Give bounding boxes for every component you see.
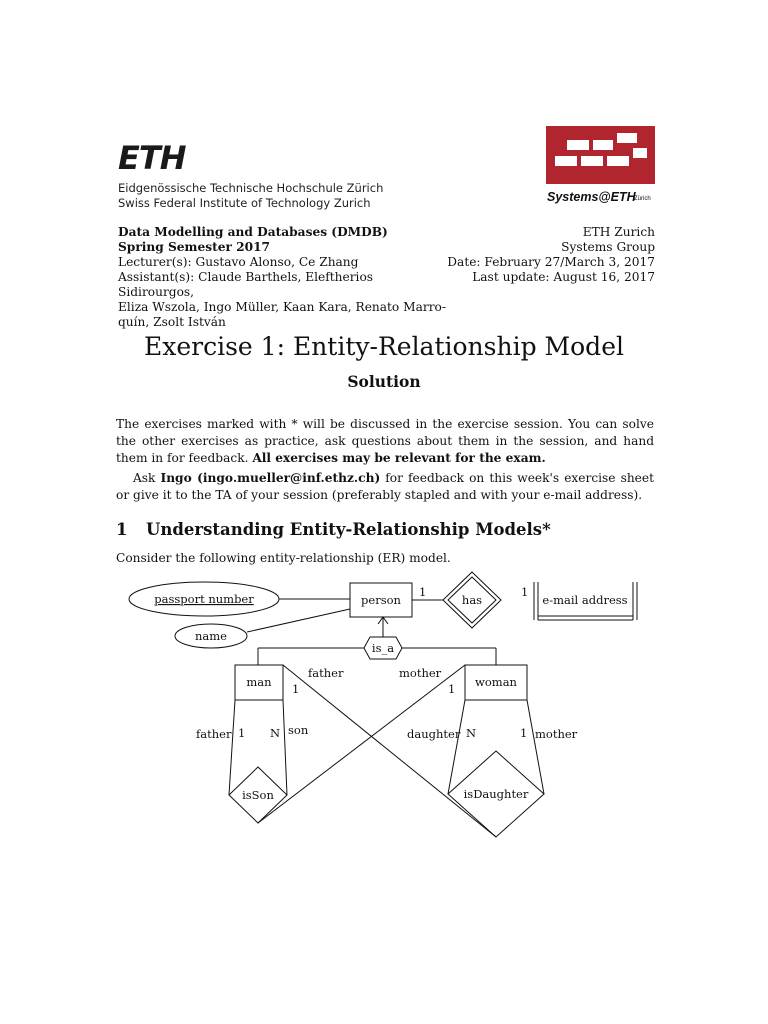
last-update: Last update: August 16, 2017	[472, 270, 655, 284]
eth-logo-line2: Swiss Federal Institute of Technology Zurich	[118, 196, 371, 210]
role-son: son	[288, 723, 309, 737]
eth-logo-line1: Eidgenössische Technische Hochschule Zürich	[118, 181, 384, 195]
group: Systems Group	[561, 240, 655, 254]
exercise-date: Date: February 27/March 3, 2017	[447, 255, 655, 269]
page-title: Exercise 1: Entity-Relationship Model	[144, 332, 624, 361]
contact-pre: Ask	[133, 471, 161, 485]
relationship-isdaughter-label: isDaughter	[463, 787, 529, 801]
intro-text: The exercises marked with * will be discussed in the exercise session. You can solve the other exercises as practice, ask questions about them in the session, and hand them in for feedback.	[116, 417, 654, 465]
lecturers: Lecturer(s): Gustavo Alonso, Ce Zhang	[118, 255, 359, 269]
card-isson-father: 1	[238, 726, 246, 740]
card-isdaughter-mother: 1	[520, 726, 528, 740]
eth-logo: ETH	[118, 139, 186, 177]
semester: Spring Semester 2017	[118, 240, 271, 254]
er-diagram	[0, 570, 768, 840]
contact-email[interactable]: Ingo (ingo.mueller@inf.ethz.ch)	[160, 471, 381, 485]
intro-paragraph-1	[116, 416, 654, 467]
systems-group-logo	[545, 126, 657, 206]
section-number: 1	[116, 520, 128, 539]
course-name: Data Modelling and Databases (DMDB)	[118, 225, 388, 239]
role-father-left: father	[196, 727, 232, 741]
section-heading	[116, 520, 551, 539]
relationship-isson-label: isSon	[242, 788, 274, 802]
contact-post: for feedback on this week's exercise sheet or give it to the TA of your session (preferably stapled and with your e-mail address).	[116, 471, 654, 502]
card-woman-top: 1	[448, 682, 456, 696]
role-mother-top: mother	[399, 666, 442, 680]
entity-person-label: person	[361, 593, 401, 607]
role-daughter: daughter	[407, 727, 461, 741]
relationship-has-label: has	[461, 593, 483, 607]
section-lead: Consider the following entity-relationship (ER) model.	[116, 551, 451, 565]
assistants-line2: Eliza Wszola, Ingo Müller, Kaan Kara, Renato Marro-	[118, 300, 446, 314]
assistants-line1: Assistant(s): Claude Barthels, Eleftherios Sidirourgos,	[118, 270, 374, 299]
institution: ETH Zurich	[582, 225, 655, 239]
card-has-person: 1	[419, 585, 427, 599]
card-has-email: 1	[521, 585, 529, 599]
entity-woman-label: woman	[475, 675, 517, 689]
card-isson-son: N	[270, 726, 281, 740]
systems-logo-text: Systems@ETH	[547, 190, 636, 204]
section-title: Understanding Entity-Relationship Models*	[146, 520, 551, 539]
role-father-top: father	[308, 666, 344, 680]
attribute-name-label: name	[195, 629, 227, 643]
weak-entity-email-label: e-mail address	[542, 593, 628, 607]
assistants-line3: quín, Zsolt István	[118, 315, 226, 329]
header-right	[415, 225, 655, 285]
card-man-top: 1	[292, 682, 300, 696]
isa-label: is_a	[371, 641, 395, 655]
page-subtitle: Solution	[347, 372, 421, 391]
intro-paragraph-2	[116, 470, 654, 504]
header-left	[118, 225, 448, 330]
entity-man-label: man	[246, 675, 272, 689]
intro-emphasis: All exercises may be relevant for the exam.	[252, 451, 546, 465]
role-mother-right: mother	[535, 727, 578, 741]
systems-logo-zurich: Zürich	[634, 196, 651, 202]
card-isdaughter-daughter: N	[466, 726, 477, 740]
attribute-passport-label: passport number	[154, 592, 254, 606]
